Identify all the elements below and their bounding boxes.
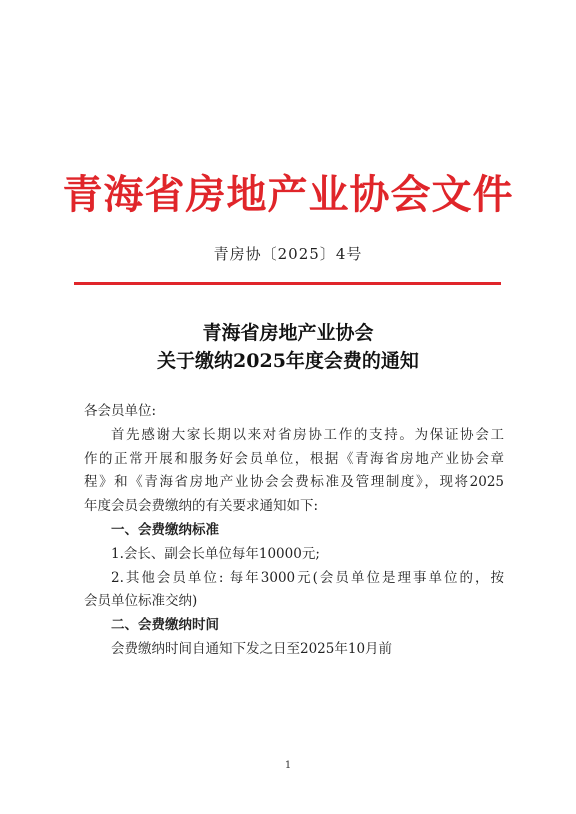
header-divider bbox=[74, 282, 501, 285]
salutation: 各会员单位: bbox=[84, 403, 157, 419]
intro-line-4: 年度会员会费缴纳的有关要求通知如下: bbox=[84, 498, 319, 515]
section-heading-fee-standard: 一、会费缴纳标准 bbox=[111, 521, 219, 538]
fee-item-1: 1.会长、副会长单位每年10000元; bbox=[111, 545, 320, 562]
document-header-title: 青海省房地产业协会文件 bbox=[62, 171, 514, 218]
fee-item-2-line-2: 会员单位标准交纳) bbox=[84, 593, 198, 610]
notice-title-line-1: 青海省房地产业协会 bbox=[202, 322, 374, 344]
intro-line-3: 程》和《青海省房地产业协会会费标准及管理制度》，现将2025 bbox=[84, 474, 504, 491]
document-number: 青房协〔2025〕4号 bbox=[213, 245, 363, 263]
notice-title-line-2: 关于缴纳2025年度会费的通知 bbox=[157, 350, 419, 372]
intro-line-2: 作的正常开展和服务好会员单位，根据《青海省房地产业协会章 bbox=[84, 450, 504, 467]
intro-line-1: 首先感谢大家长期以来对省房协工作的支持。为保证协会工 bbox=[111, 426, 504, 443]
section-heading-fee-time: 二、会费缴纳时间 bbox=[111, 617, 219, 634]
fee-time-text: 会费缴纳时间自通知下发之日至2025年10月前 bbox=[111, 640, 393, 657]
page-number: 1 bbox=[284, 760, 292, 771]
fee-item-2-line-1: 2.其他会员单位: 每年3000元(会员单位是理事单位的，按 bbox=[111, 569, 504, 586]
notice-body bbox=[84, 400, 504, 662]
